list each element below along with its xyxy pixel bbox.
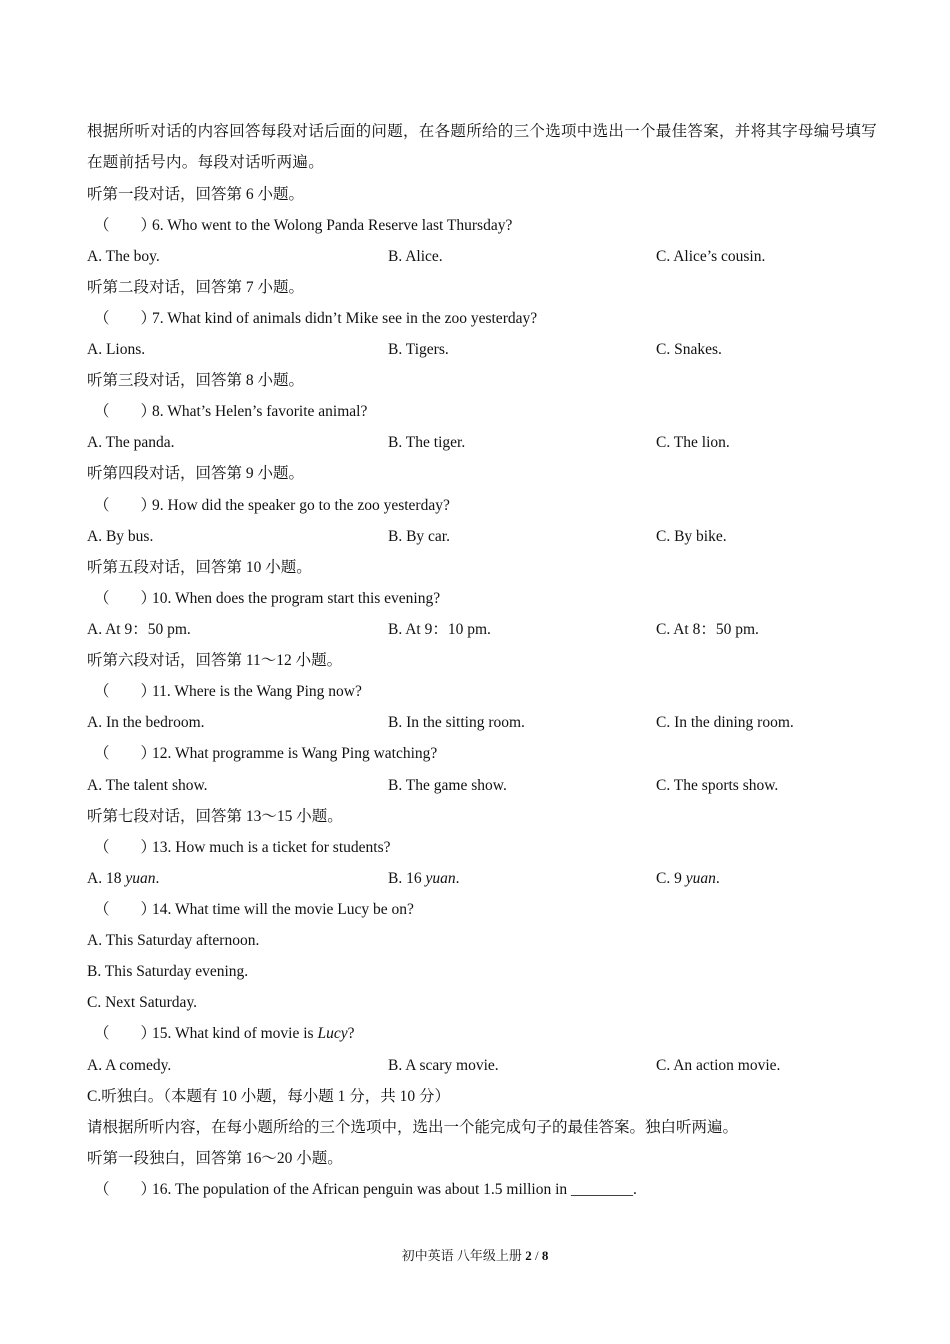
answer-blank[interactable]: （ ） (94, 403, 157, 420)
question-14: （ ）14. What time will the movie Lucy be on? (94, 901, 414, 918)
q11-option-b: B. In the sitting room. (388, 714, 525, 731)
q8-option-c: C. The lion. (656, 434, 730, 451)
question-9: （ ）9. How did the speaker go to the zoo yesterday? (94, 497, 450, 514)
q10-option-b: B. At 9：10 pm. (388, 621, 491, 638)
answer-blank[interactable]: （ ） (94, 217, 157, 234)
q9-option-a: A. By bus. (87, 528, 154, 545)
answer-blank[interactable]: （ ） (94, 1025, 157, 1042)
q7-option-a: A. Lions. (87, 341, 146, 358)
q7-option-b: B. Tigers. (388, 341, 449, 358)
section-heading-3: 听第三段对话，回答第 8 小题。 (87, 372, 305, 389)
answer-blank[interactable]: （ ） (94, 683, 157, 700)
question-16: （ ）16. The population of the African penguin was about 1.5 million in ________. (94, 1181, 637, 1198)
question-7: （ ）7. What kind of animals didn’t Mike see in the zoo yesterday? (94, 310, 538, 327)
q14-option-b: B. This Saturday evening. (87, 963, 249, 980)
answer-blank[interactable]: （ ） (94, 745, 157, 762)
q10-option-a: A. At 9：50 pm. (87, 621, 191, 638)
q15-option-b: B. A scary movie. (388, 1057, 499, 1074)
question-6: （ ）6. Who went to the Wolong Panda Reserve last Thursday? (94, 217, 513, 234)
question-12: （ ）12. What programme is Wang Ping watching? (94, 745, 438, 762)
q9-option-c: C. By bike. (656, 528, 727, 545)
page-total: 8 (541, 1248, 549, 1263)
q13-option-b: B. 16 yuan. (388, 870, 460, 887)
q12-option-c: C. The sports show. (656, 777, 779, 794)
answer-blank[interactable]: （ ） (94, 1181, 157, 1198)
section-heading-1: 听第一段对话，回答第 6 小题。 (87, 186, 305, 203)
part-c-heading: C.听独白。（本题有 10 小题，每小题 1 分，共 10 分） (87, 1088, 450, 1105)
question-15: （ ）15. What kind of movie is Lucy? (94, 1025, 355, 1042)
q11-option-c: C. In the dining room. (656, 714, 794, 731)
q6-option-a: A. The boy. (87, 248, 160, 265)
answer-blank[interactable]: （ ） (94, 901, 157, 918)
q14-option-c: C. Next Saturday. (87, 994, 198, 1011)
q13-option-c: C. 9 yuan. (656, 870, 720, 887)
q14-option-a: A. This Saturday afternoon. (87, 932, 260, 949)
answer-blank[interactable]: （ ） (94, 310, 157, 327)
q10-option-c: C. At 8：50 pm. (656, 621, 759, 638)
section-heading-5: 听第五段对话，回答第 10 小题。 (87, 559, 312, 576)
q12-option-a: A. The talent show. (87, 777, 208, 794)
q6-option-b: B. Alice. (388, 248, 443, 265)
listening-instructions: 根据所听对话的内容回答每段对话后面的问题，在各题所给的三个选项中选出一个最佳答案，并将其字母编号填写在题前括号内。每段对话听两遍。 (87, 123, 878, 171)
monologue-heading-1: 听第一段独白，回答第 16～20 小题。 (87, 1150, 343, 1167)
question-8: （ ）8. What’s Helen’s favorite animal? (94, 403, 368, 420)
question-11: （ ）11. Where is the Wang Ping now? (94, 683, 362, 700)
q12-option-b: B. The game show. (388, 777, 507, 794)
section-heading-6: 听第六段对话，回答第 11～12 小题。 (87, 652, 343, 669)
part-c-instructions: 请根据所听内容，在每小题所给的三个选项中，选出一个能完成句子的最佳答案。独白听两遍。 (87, 1119, 739, 1136)
q7-option-c: C. Snakes. (656, 341, 722, 358)
answer-blank[interactable]: （ ） (94, 590, 157, 607)
q13-option-a: A. 18 yuan. (87, 870, 160, 887)
question-13: （ ）13. How much is a ticket for students? (94, 839, 391, 856)
q9-option-b: B. By car. (388, 528, 450, 545)
q15-option-c: C. An action movie. (656, 1057, 781, 1074)
q15-option-a: A. A comedy. (87, 1057, 172, 1074)
section-heading-4: 听第四段对话，回答第 9 小题。 (87, 465, 305, 482)
q8-option-a: A. The panda. (87, 434, 175, 451)
answer-blank[interactable]: （ ） (94, 839, 157, 856)
q11-option-a: A. In the bedroom. (87, 714, 205, 731)
answer-blank[interactable]: （ ） (94, 497, 157, 514)
page-footer: 初中英语 八年级上册 2 / 8 (401, 1248, 549, 1263)
section-heading-7: 听第七段对话，回答第 13～15 小题。 (87, 808, 343, 825)
section-heading-2: 听第二段对话，回答第 7 小题。 (87, 279, 305, 296)
q8-option-b: B. The tiger. (388, 434, 466, 451)
q6-option-c: C. Alice’s cousin. (656, 248, 766, 265)
page-number: 2 (525, 1248, 532, 1263)
question-10: （ ）10. When does the program start this evening? (94, 590, 441, 607)
